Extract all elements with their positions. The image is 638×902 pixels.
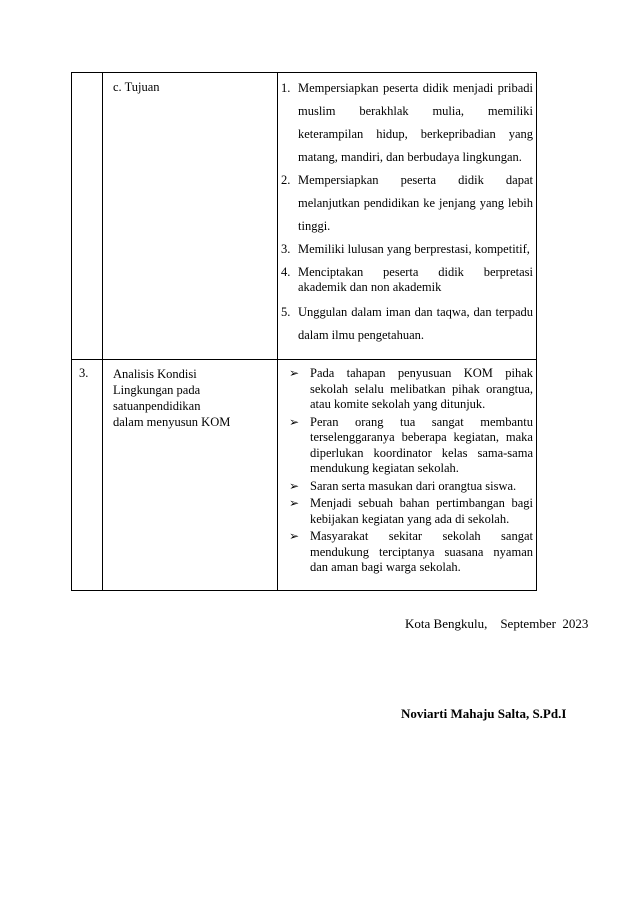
list-item: ➢ Masyarakat sekitar sekolah sangat mendukung terciptanya suasana nyaman dan aman bagi warga sekolah.: [289, 529, 533, 574]
analysis-points-list: [281, 366, 533, 576]
arrow-bullet-icon: ➢: [289, 366, 300, 380]
arrow-bullet-icon: ➢: [289, 529, 300, 543]
signatory-name: Noviarti Mahaju Salta, S.Pd.I: [401, 706, 567, 721]
list-item: 4. Menciptakan peserta didik berpretasi akademik dan non akademik: [281, 265, 533, 294]
number-cell: [72, 360, 103, 591]
analisis-label-line: Analisis Kondisi: [113, 367, 197, 381]
curriculum-table: [71, 72, 537, 591]
goals-list: [281, 77, 533, 347]
list-item: ➢ Menjadi sebuah bahan pertimbangan bagi kebijakan kegiatan yang ada di sekolah.: [289, 496, 533, 526]
analisis-label-line: satuanpendidikan: [113, 399, 201, 413]
list-item: ➢ Pada tahapan penyusuan KOM pihak sekolah selalu melibatkan pihak orangtua, atau komite sekolah yang ditunjuk.: [289, 366, 533, 411]
table-row-analisis: [72, 360, 537, 591]
place-date: Kota Bengkulu, September 2023: [405, 616, 589, 631]
label-cell-tujuan: [103, 73, 278, 360]
list-item: ➢ Peran orang tua sangat membantu terselenggaranya beberapa kegiatan, maka diperlukan koordinator kelas sama-sama mendukung kegiatan sekolah.: [289, 414, 533, 475]
label-cell-analisis: [103, 360, 278, 591]
list-item: 1. Mempersiapkan peserta didik menjadi pribadi muslim berakhlak mulia, memiliki keterampilan hidup, berkepribadian yang matang, mandiri, dan berbudaya lingkungan.: [281, 81, 533, 164]
list-item: ➢ Saran serta masukan dari orangtua siswa.: [289, 478, 517, 493]
analysis-cell: [278, 360, 537, 591]
row-number: 3.: [79, 366, 89, 380]
arrow-bullet-icon: ➢: [289, 496, 300, 510]
list-item: 2. Mempersiapkan peserta didik dapat melanjutkan pendidikan ke jenjang yang lebih tinggi.: [281, 173, 533, 233]
analisis-label-line: Lingkungan pada: [113, 383, 201, 397]
table-row-tujuan: [72, 73, 537, 360]
tujuan-label: c. Tujuan: [113, 80, 160, 94]
analisis-label-line: dalam menyusun KOM: [113, 415, 231, 429]
list-item: 5. Unggulan dalam iman dan taqwa, dan terpadu dalam ilmu pengetahuan.: [281, 305, 533, 342]
arrow-bullet-icon: ➢: [289, 414, 300, 429]
goals-cell: [278, 73, 537, 360]
number-cell-empty: [72, 73, 103, 360]
list-item: 3. Memiliki lulusan yang berprestasi, kompetitif,: [281, 242, 530, 256]
arrow-bullet-icon: ➢: [289, 478, 300, 493]
